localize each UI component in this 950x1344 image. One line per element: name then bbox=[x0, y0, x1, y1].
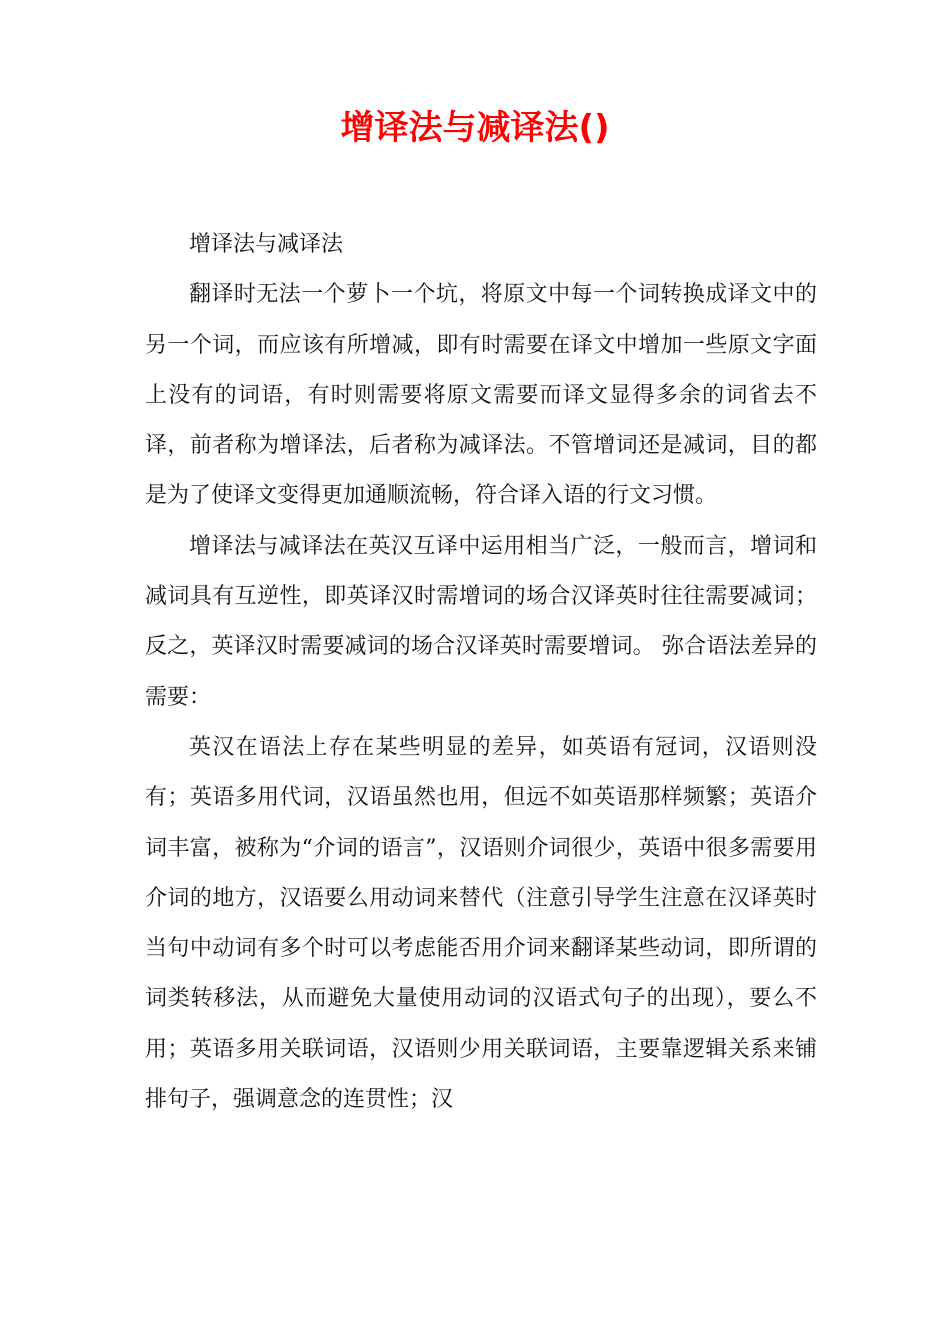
document-title: 增译法与减译法() bbox=[340, 108, 610, 148]
document-body bbox=[145, 220, 817, 1125]
paragraph-usage: 增译法与减译法在英汉互译中运用相当广泛，一般而言，增词和减词具有互逆性，即英译汉时需增词的场合汉译英时往往需要减词；反之，英译汉时需要减词的场合汉译英时需要增词。 弥合语法差异的需要： bbox=[145, 533, 817, 710]
paragraph-heading: 增译法与减译法 bbox=[189, 232, 344, 257]
paragraph-intro: 翻译时无法一个萝卜一个坑，将原文中每一个词转换成译文中的另一个词，而应该有所增减，即有时需要在译文中增加一些原文字面上没有的词语，有时则需要将原文需要而译文显得多余的词省去不译，前者称为增译法，后者称为减译法。不管增词还是减词，目的都是为了使译文变得更加通顺流畅，符合译入语的行文习惯。 bbox=[145, 282, 817, 509]
paragraph-grammar: 英汉在语法上存在某些明显的差异，如英语有冠词，汉语则没有；英语多用代词，汉语虽然也用，但远不如英语那样频繁；英语介词丰富，被称为“介词的语言”，汉语则介词很少，英语中很多需要用介词的地方，汉语要么用动词来替代（注意引导学生注意在汉译英时当句中动词有多个时可以考虑能否用介词来翻译某些动词，即所谓的词类转移法，从而避免大量使用动词的汉语式句子的出现），要么不用；英语多用关联词语，汉语则少用关联词语，主要靠逻辑关系来铺排句子，强调意念的连贯性；汉 bbox=[145, 734, 817, 1113]
